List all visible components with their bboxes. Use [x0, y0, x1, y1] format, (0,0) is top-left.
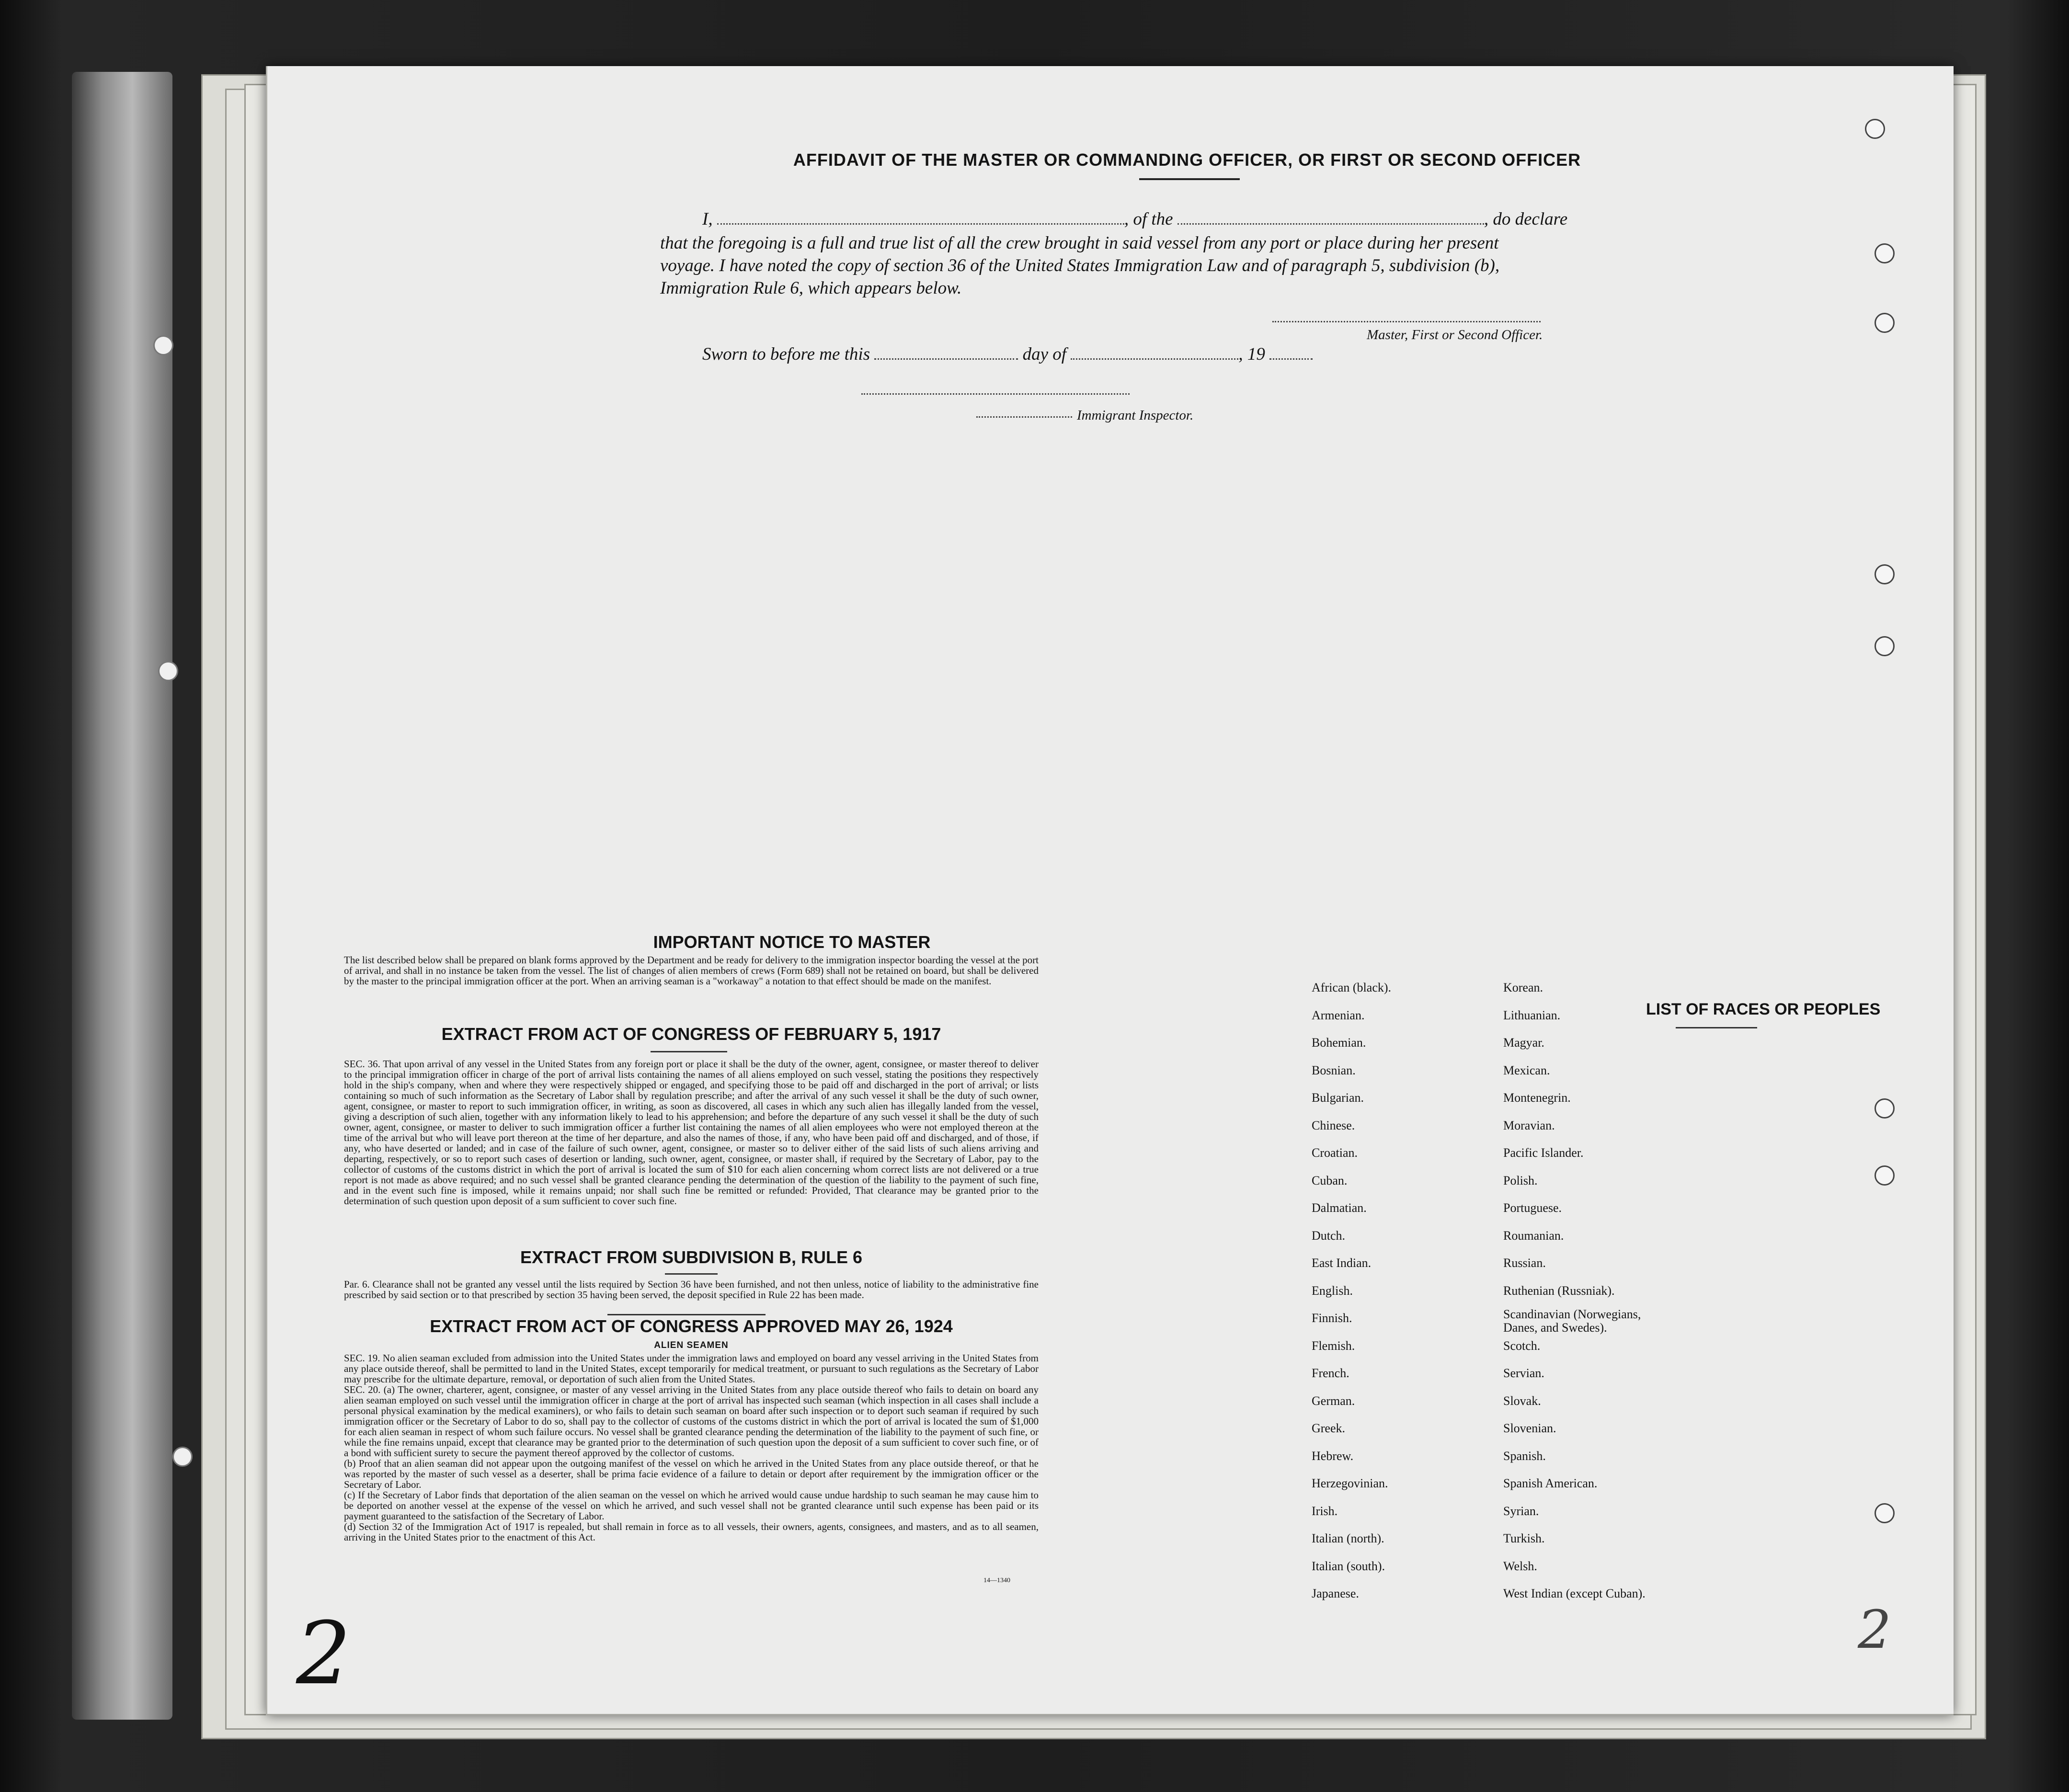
- binder-hole: [153, 335, 173, 355]
- extract-1924-title: EXTRACT FROM ACT OF CONGRESS APPROVED MAY 26, 1924: [430, 1316, 953, 1336]
- race-item: Croatian.: [1312, 1146, 1358, 1160]
- day-of-label: day of: [1022, 344, 1067, 364]
- race-item: French.: [1312, 1366, 1349, 1380]
- declarant-name-field[interactable]: [717, 219, 1124, 225]
- race-item: English.: [1312, 1283, 1353, 1298]
- punch-hole: [1875, 1503, 1895, 1523]
- race-item: Italian (south).: [1312, 1559, 1385, 1573]
- extract-1917-title: EXTRACT FROM ACT OF CONGRESS OF FEBRUARY 5, 1917: [441, 1024, 941, 1044]
- race-item: Spanish American.: [1503, 1476, 1598, 1490]
- punch-hole: [1875, 564, 1895, 584]
- notice-title: IMPORTANT NOTICE TO MASTER: [653, 932, 931, 952]
- section-rule: [651, 1051, 727, 1052]
- race-item: Dutch.: [1312, 1228, 1346, 1243]
- races-title: LIST OF RACES OR PEOPLES: [1646, 1000, 1881, 1018]
- sworn-prefix: Sworn to before me this: [702, 344, 870, 364]
- title-rule: [1139, 178, 1240, 180]
- binder-hole: [158, 661, 178, 681]
- affidavit-text-line: Immigration Rule 6, which appears below.: [660, 278, 962, 298]
- section-rule: [665, 1273, 718, 1275]
- race-item: Moravian.: [1503, 1118, 1555, 1132]
- punch-hole: [1865, 119, 1885, 139]
- affidavit-text-line: that the foregoing is a full and true list of all the crew brought in said vessel from any port or place during her present: [660, 233, 1499, 253]
- title-rule: [1676, 1027, 1757, 1028]
- extract-rule6-body: Par. 6. Clearance shall not be granted any vessel until the lists required by Section 36 have been furnished, and not then unless, notice of liability to the administrative fine prescribed by said section or to that prescribed by section 35 having been served, the deposit specified in Rule 22 has been made.: [344, 1278, 1039, 1301]
- affidavit-declaration-line: [702, 209, 1567, 229]
- sworn-day-field[interactable]: [874, 354, 1018, 360]
- handwritten-page-number: 2: [296, 1604, 351, 1704]
- race-item: Italian (north).: [1312, 1531, 1384, 1545]
- vessel-name-field[interactable]: [1177, 219, 1484, 225]
- sworn-line: [702, 344, 1313, 365]
- section-rule: [607, 1314, 766, 1315]
- race-item: Welsh.: [1503, 1559, 1537, 1573]
- race-item: Greek.: [1312, 1421, 1346, 1435]
- race-item: German.: [1312, 1393, 1355, 1408]
- race-item: West Indian (except Cuban).: [1503, 1587, 1646, 1600]
- race-item: Lithuanian.: [1503, 1008, 1561, 1022]
- master-signature-label: Master, First or Second Officer.: [1367, 327, 1543, 342]
- extract-1917-body: SEC. 36. That upon arrival of any vessel in the United States from any foreign port or place it shall be the duty of the owner, agent, consignee, or master thereof to deliver to the principal immigration officer in charge of the port of arrival lists containing the names of all aliens employed on such vessel, stating the positions they respectively hold in the ship's company, when and where they were respectively shipped or engaged, and specifying those to be paid off and discharged in the port of arrival; or lists containing so much of such information as the Secretary of Labor shall by regulation prescribe; and after the arrival of any such vessel it shall be the duty of such owner, agent, consignee, or master to report to such immigration officer, in writing, as soon as discovered, all cases in which any such alien has illegally landed from the vessel, giving a description of such alien, together with any information likely to lead to his apprehension; and before the departure of any such vessel it shall be the duty of such owner, agent, consignee, or master to deliver to such immigration officer a further list containing the names of all alien employees who were not employed thereon at the time of the arrival but who will leave port thereon at the time of her departure, and also the names of those, if any, who have been paid off and discharged, and of those, if any, who have deserted or landed; and in case of the failure of such owner, agent, consignee, or master so to deliver either of the said lists of such aliens arriving and departing, respectively, or so to report such cases of desertion or landing, such owner, agent, consignee, or master shall, if required by the Secretary of Labor, pay to the collector of customs of the customs district in which the port of arrival is located the sum of $10 for each alien concerning whom correct lists are not delivered or a true report is not made as above required; and no such vessel shall be granted clearance pending the determination of the question of the liability to the payment of such fine, and in the event such fine is imposed, while it remains unpaid; nor shall such fine be remitted or refunded: Provided, That clearance may be granted prior to the determination of such question upon deposit of a sum sufficient to cover such fine.: [344, 1058, 1039, 1207]
- race-item: Portuguese.: [1503, 1201, 1562, 1215]
- master-signature-line[interactable]: [1272, 321, 1541, 322]
- of-the-label: , of the: [1124, 209, 1173, 229]
- race-item: Armenian.: [1312, 1008, 1365, 1022]
- race-item: Dalmatian.: [1312, 1201, 1367, 1215]
- race-item: Herzegovinian.: [1312, 1476, 1388, 1490]
- extract-1924-body: SEC. 19. No alien seaman excluded from admission into the United States under the immigration laws and employed on board any vessel arriving in the United States from any place outside thereof, shall be permitted to land in the United States, except temporarily for medical treatment, or pursuant to such regulations as the Secretary of Labor may prescribe for the ultimate departure, removal, or deportation of such alien from the United States. SEC. 20. (a) The owner, charterer, agent, consignee, or master of any vessel arriving in the United States from any place outside thereof who fails to detain on board any alien seaman employed on such vessel until the immigration officer in charge at the port of arrival has inspected such seaman (which inspection in all cases shall include a personal physical examination by the medical examiners), or who fails to detain such seaman on board after such inspection or to deport such seaman if required by such immigration officer or the Secretary of Labor to do so, shall pay to the collector of customs of the customs district in which the port of arrival is located the sum of $1,000 for each alien seaman in respect of whom such failure occurs. No vessel shall be granted clearance pending the determination of the liability to the payment of such fine, or while the fine remains unpaid, except that clearance may be granted prior to the determination of such question upon the deposit of a sum sufficient to cover such fine, or of a bond with sufficient surety to secure the payment thereof approved by the collector of customs. (b) Proof that an alien seaman did not appear upon the outgoing manifest of the vessel on which he arrived in the United States from any place outside thereof, or that he was reported by the master of such vessel as a deserter, shall be prima facie evidence of a failure to detain or deport after requirement by the immigration officer or the Secretary of Labor. (c) If the Secretary of Labor finds that deportation of the alien seaman on the vessel on which he arrived would cause undue hardship to such seaman he may cause him to be deported on another vessel at the expense of the vessel on which he arrived, and such vessel shall not be granted clearance until such expense has been paid or its payment guaranteed to the satisfaction of the Secretary of Labor. (d) Section 32 of the Immigration Act of 1917 is repealed, but shall remain in force as to all vessels, their owners, agents, consignees, and masters, and as to all seamen, arriving in the United States prior to the enactment of this Act.: [344, 1352, 1039, 1543]
- race-item: Japanese.: [1312, 1587, 1359, 1600]
- form-code: 14—1340: [983, 1577, 1010, 1584]
- race-item: Irish.: [1312, 1504, 1338, 1518]
- race-item: East Indian.: [1312, 1256, 1372, 1270]
- race-item: Roumanian.: [1503, 1228, 1564, 1243]
- handwritten-edge-mark: 2: [1858, 1599, 1891, 1660]
- race-item: Pacific Islander.: [1503, 1146, 1584, 1160]
- punch-hole: [1875, 1165, 1895, 1186]
- affidavit-text-line: voyage. I have noted the copy of section 36 of the United States Immigration Law and of paragraph 5, subdivision (b),: [660, 256, 1500, 275]
- punch-hole: [1875, 636, 1895, 656]
- alien-seamen-subtitle: ALIEN SEAMEN: [654, 1340, 729, 1350]
- inspector-signature-line[interactable]: [976, 416, 1072, 418]
- race-item: Bohemian.: [1312, 1036, 1366, 1050]
- punch-hole: [1875, 243, 1895, 263]
- race-item: Scotch.: [1503, 1338, 1541, 1353]
- race-item: Polish.: [1503, 1173, 1538, 1187]
- punch-hole: [1875, 1098, 1895, 1119]
- inspector-label: Immigrant Inspector.: [1077, 408, 1194, 423]
- race-item: Slovak.: [1503, 1393, 1541, 1408]
- race-item: Scandinavian (Norwegians, Danes, and Swedes).: [1503, 1307, 1641, 1335]
- race-item: Montenegrin.: [1503, 1091, 1571, 1105]
- sworn-month-field[interactable]: [1071, 354, 1238, 360]
- race-item: African (black).: [1312, 981, 1392, 994]
- extract-rule6-title: EXTRACT FROM SUBDIVISION B, RULE 6: [520, 1247, 863, 1267]
- race-item: Turkish.: [1503, 1531, 1545, 1545]
- punch-hole: [1875, 313, 1895, 333]
- race-item: Magyar.: [1503, 1036, 1544, 1050]
- race-item: Hebrew.: [1312, 1449, 1354, 1463]
- race-item: Korean.: [1503, 981, 1543, 994]
- affidavit-title: AFFIDAVIT OF THE MASTER OR COMMANDING OFFICER, OR FIRST OR SECOND OFFICER: [793, 150, 1581, 170]
- race-item: Finnish.: [1312, 1311, 1352, 1325]
- binder-spine: [72, 72, 172, 1720]
- race-item: Russian.: [1503, 1256, 1546, 1270]
- sworn-year-field[interactable]: [1269, 354, 1313, 360]
- race-item: Ruthenian (Russniak).: [1503, 1283, 1615, 1298]
- declarant-prefix: I,: [702, 209, 713, 229]
- race-item: Slovenian.: [1503, 1421, 1556, 1435]
- race-item: Syrian.: [1503, 1504, 1539, 1518]
- race-item: Bulgarian.: [1312, 1091, 1364, 1105]
- manifest-page: [266, 66, 1954, 1715]
- race-item: Mexican.: [1503, 1063, 1550, 1077]
- do-declare-label: , do declare: [1484, 209, 1568, 229]
- race-item: Bosnian.: [1312, 1063, 1356, 1077]
- notice-body: The list described below shall be prepared on blank forms approved by the Department and be ready for delivery to the immigration inspector boarding the vessel at the port of arrival, and shall in no instance be taken from the vessel. The list of changes of alien members of crews (Form 689) shall not be retained on board, but shall be delivered by the master to the principal immigration officer at the port. When an arriving seaman is a "workaway" a notation to that effect should be made on the manifest.: [344, 954, 1039, 987]
- race-item: Cuban.: [1312, 1173, 1348, 1187]
- race-item: Chinese.: [1312, 1118, 1355, 1132]
- race-item: Servian.: [1503, 1366, 1544, 1380]
- year-prefix: , 19: [1238, 344, 1265, 364]
- race-item: Spanish.: [1503, 1449, 1546, 1463]
- race-item: Flemish.: [1312, 1338, 1355, 1353]
- binder-hole: [172, 1447, 193, 1467]
- inspector-signature-line[interactable]: [861, 393, 1130, 395]
